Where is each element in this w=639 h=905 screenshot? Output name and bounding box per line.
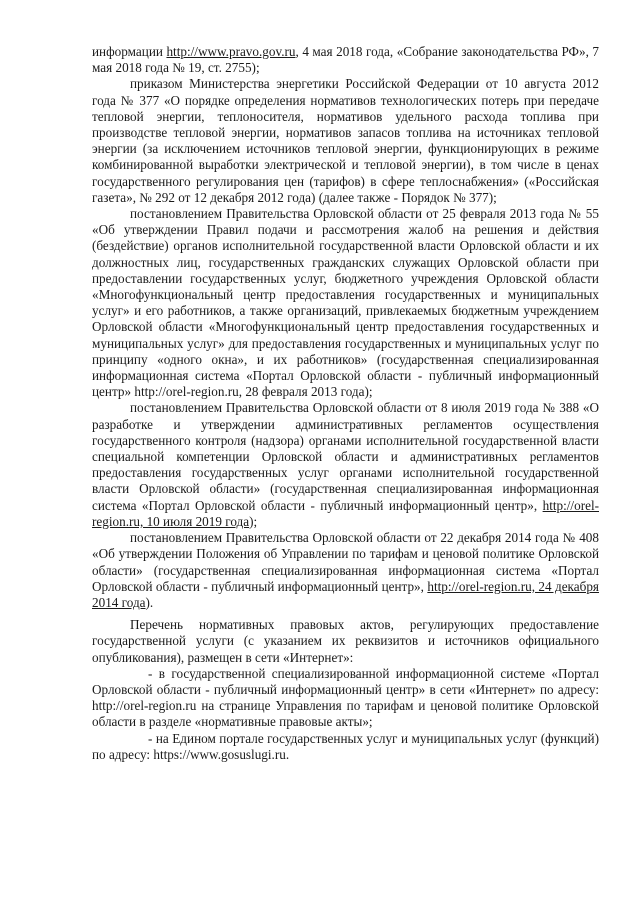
pravo-gov-link[interactable]: http://www.pravo.gov.ru	[166, 44, 296, 59]
paragraph-text: постановлением Правительства Орловской области от 22 декабря 2014 года № 408 «Об утверждении Положения об Управлении по тарифам и ценовой политике Орловской области» (государственная специализированная информационная система «Портал Орловской области - публичный информационный центр»,	[92, 530, 599, 594]
orel-region-link-2014[interactable]: http://orel-region.ru, 24 декабря 2014 года	[92, 578, 599, 610]
paragraph-acts-list-intro: Перечень нормативных правовых актов, регулирующих предоставление государственной услуги (с указанием их реквизитов и источников официального опубликования), размещен в сети «Интернет»:	[92, 617, 599, 665]
paragraph-text: ).	[145, 594, 154, 610]
list-item-gosuslugi: - на Едином портале государственных услуг и муниципальных услуг (функций) по адресу: https://www.gosuslugi.ru.	[92, 730, 599, 762]
document-body	[92, 44, 599, 763]
paragraph-resolution-55: постановлением Правительства Орловской области от 25 февраля 2013 года № 55 «Об утверждении Правил подачи и рассмотрения жалоб на решения и действия (бездействие) органов исполнительной государственной власти Орловской области и их должностных лиц, государственных гражданских служащих Орловской области при предоставлении государственных услуг, бюджетного учреждения Орловской области «Многофункциональный центр предоставления государственных и муниципальных услуг» и его работников, а также организаций, привлекаемых бюджетным учреждением Орловской области «Многофункциональный центр предоставления государственных и муниципальных услуг» для предоставления государственных и муниципальных услуг по принципу «одного окна», и их работников» (государственная специализированная информационная система «Портал Орловской области - публичный информационный центр» http://orel-region.ru, 28 февраля 2013 года);	[92, 206, 599, 400]
paragraph-text: информации	[92, 44, 167, 59]
orel-region-link-2019[interactable]: http://orel-region.ru, 10 июля 2019 года	[92, 497, 599, 529]
paragraph-text: постановлением Правительства Орловской области от 8 июля 2019 года № 388 «О разработке и утверждении административных регламентов осуществления государственного контроля (надзора) органами исполнительной государственной власти специальной компетенции Орловской области и административных регламентов предоставления государственных услуг органами исполнительной государственной власти Орловской области» (государственная специализированная информационная система «Портал Орловской области - публичный информационный центр»,	[92, 400, 599, 513]
paragraph-text: , 4 мая 2018 года, «Собрание законодательства РФ», 7 мая 2018 года № 19, ст. 2755);	[92, 44, 599, 76]
paragraph-order-377: приказом Министерства энергетики Российской Федерации от 10 августа 2012 года № 377 «О порядке определения нормативов технологических потерь при передаче тепловой энергии, теплоносителя, нормативов удельного расхода топлива при производстве тепловой энергии, нормативов запасов топлива на источниках тепловой энергии (за исключением источников тепловой энергии, функционирующих в режиме комбинированной выработки электрической и тепловой энергии), в том числе в ценах государственного регулирования цен (тарифов) в сфере теплоснабжения» («Российская газета», № 292 от 12 декабря 2012 года) (далее также - Порядок № 377);	[92, 76, 599, 205]
paragraph-publication-info	[92, 44, 599, 76]
paragraph-text: );	[249, 513, 258, 529]
list-item-portal: - в государственной специализированной информационной системе «Портал Орловской области - публичный информационный центр» в сети «Интернет» по адресу: http://orel-region.ru на странице Управления по тарифам и ценовой политике Орловской области в разделе «нормативные правовые акты»;	[92, 665, 599, 730]
paragraph-resolution-388	[92, 400, 599, 530]
paragraph-resolution-408	[92, 530, 599, 611]
